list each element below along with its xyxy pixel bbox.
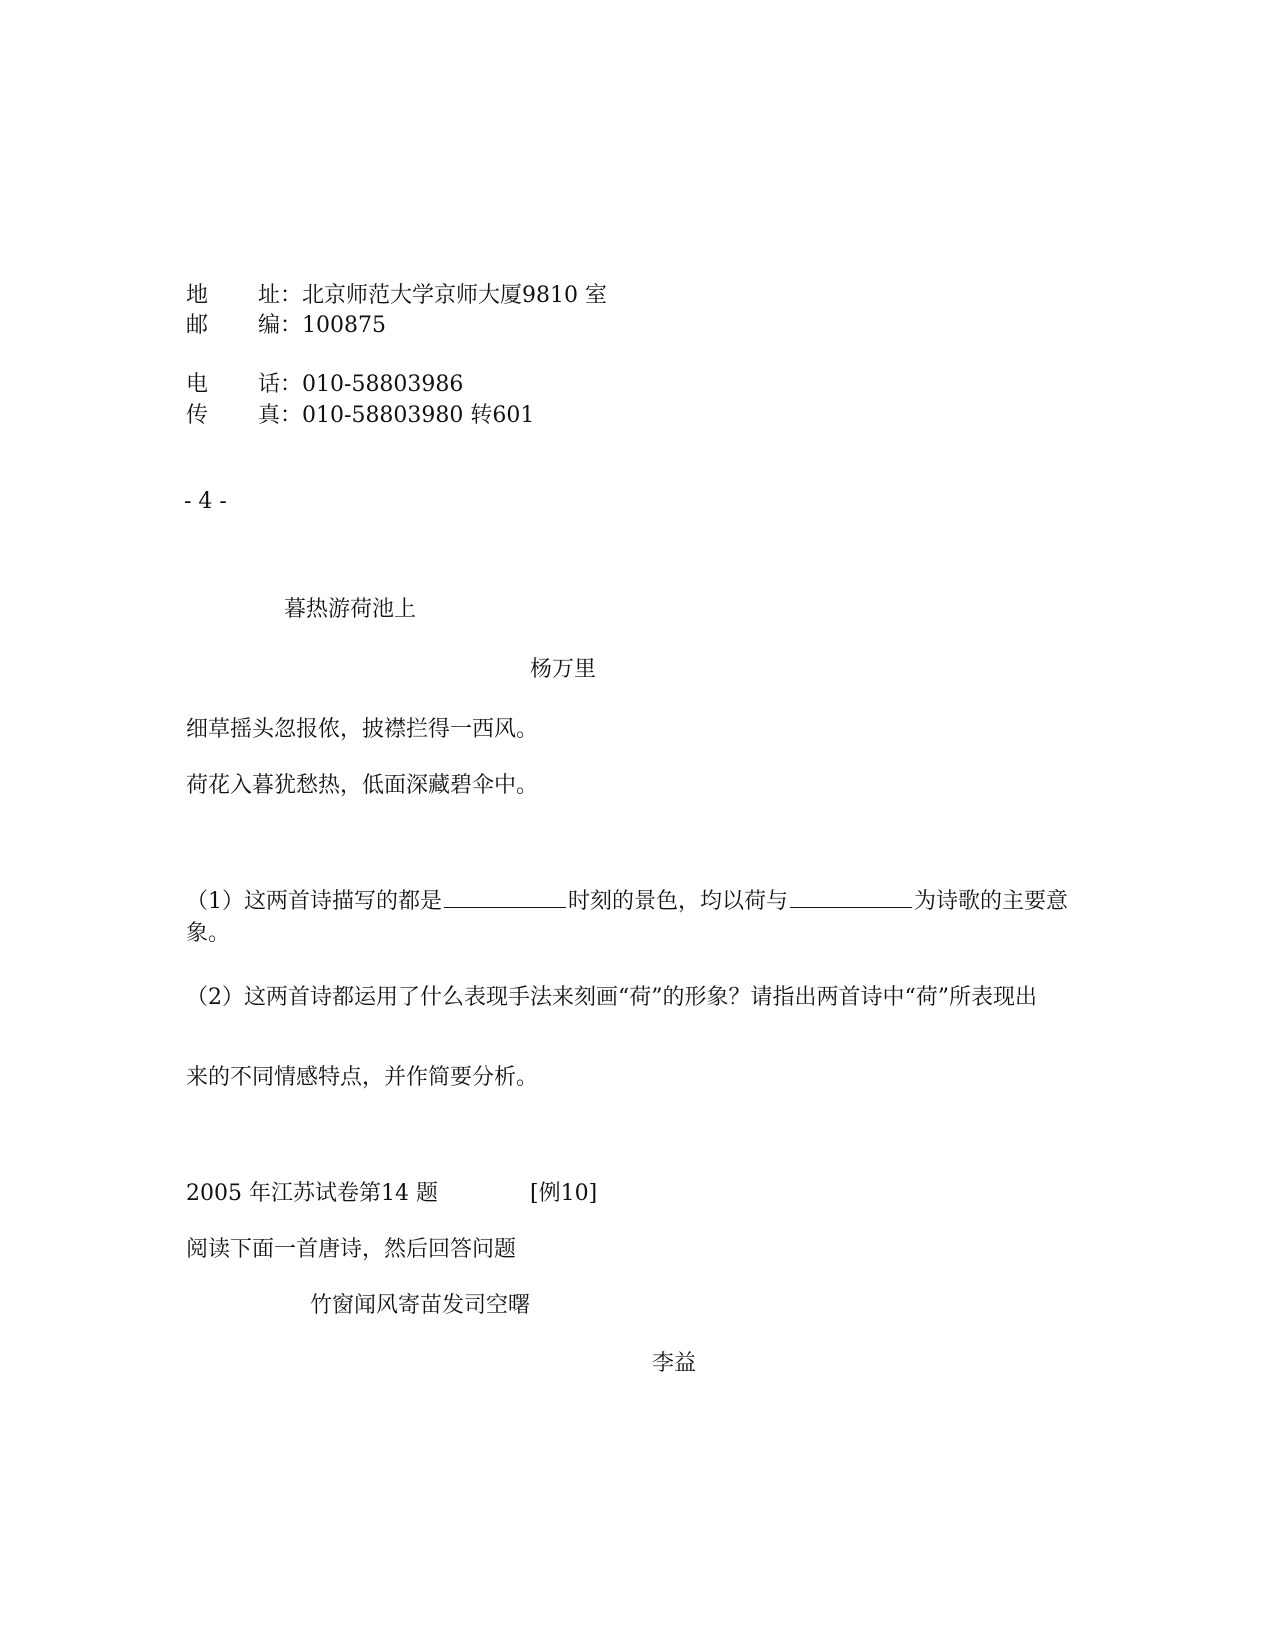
question-1: [186, 886, 1086, 950]
example10-source: 2005 年江苏试卷第14 题: [186, 1181, 438, 1206]
question-1-blank-2[interactable]: [790, 906, 912, 908]
poem1-title: 暮热游荷池上: [284, 597, 417, 622]
question-1-prefix: （1）这两首诗描写的都是: [186, 889, 442, 914]
phone-label-a: 电: [186, 372, 209, 397]
phone-value: 010-58803986: [302, 372, 464, 397]
poem2-title: 竹窗闻风寄苗发司空曙: [310, 1293, 531, 1318]
fax-label-b: 真：: [258, 403, 303, 428]
poem1-line-1: 细草摇头忽报侬，披襟拦得一西风。: [186, 717, 539, 742]
question-2-continued: 来的不同情感特点，并作简要分析。: [186, 1065, 539, 1090]
question-1-middle: 时刻的景色，均以荷与: [568, 889, 789, 914]
example10-instruction: 阅读下面一首唐诗，然后回答问题: [186, 1237, 517, 1262]
address-value: 北京师范大学京师大厦9810 室: [302, 283, 607, 308]
question-2: （2）这两首诗都运用了什么表现手法来刻画“荷”的形象？请指出两首诗中“荷”所表现出: [186, 985, 1037, 1010]
address-label-a: 地: [186, 283, 209, 308]
phone-label-b: 话：: [258, 372, 303, 397]
postcode-row: [186, 312, 386, 341]
fax-label-a: 传: [186, 403, 209, 428]
page-number: - 4 -: [184, 489, 227, 514]
postcode-label-a: 邮: [186, 313, 209, 338]
poem1-line-2: 荷花入暮犹愁热，低面深藏碧伞中。: [186, 773, 539, 798]
example10-tag: [例10]: [530, 1181, 598, 1206]
address-row: [186, 282, 607, 311]
postcode-label-b: 编：: [258, 313, 303, 338]
poem1-author: 杨万里: [530, 657, 597, 682]
phone-row: [186, 371, 463, 400]
fax-row: [186, 402, 534, 431]
question-1-suffix: 为诗歌的主要意象。: [186, 889, 1069, 946]
postcode-value: 100875: [302, 313, 386, 338]
poem2-author: 李益: [652, 1351, 697, 1376]
address-label-b: 址：: [258, 283, 303, 308]
fax-value: 010-58803980 转601: [302, 403, 535, 428]
question-1-blank-1[interactable]: [444, 906, 566, 908]
